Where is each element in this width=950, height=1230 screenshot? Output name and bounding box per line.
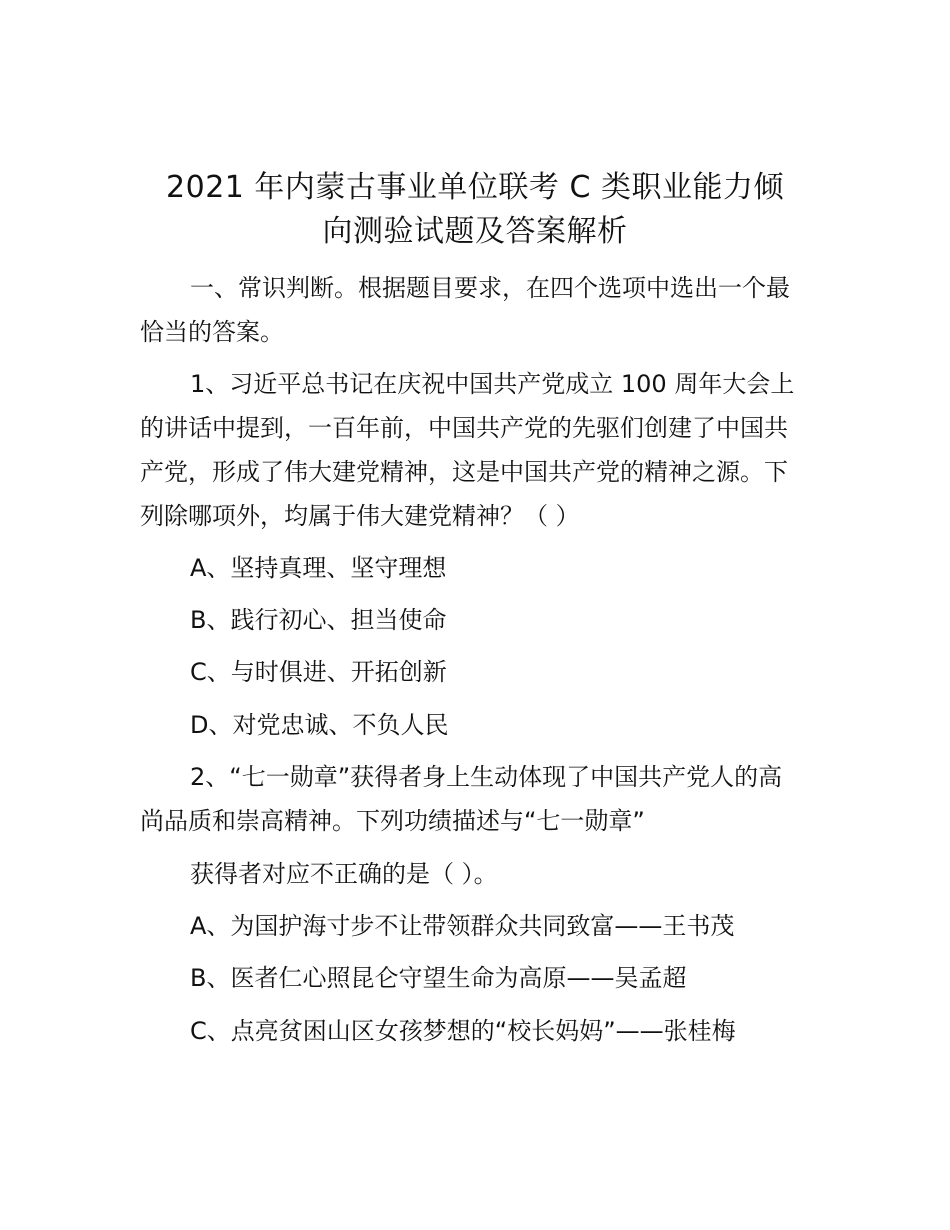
question-1-line-3: 产党，形成了伟大建党精神，这是中国共产党的精神之源。下 <box>140 458 788 486</box>
document-title-line-1: 2021 年内蒙古事业单位联考 C 类职业能力倾 <box>166 170 784 205</box>
section-heading-line-1: 一、常识判断。根据题目要求，在四个选项中选出一个最 <box>190 274 790 302</box>
question-1-option-d: D、对党忠诚、不负人民 <box>190 711 449 739</box>
question-1-option-b: B、践行初心、担当使命 <box>190 606 447 634</box>
question-2-option-a: A、为国护海寸步不让带领群众共同致富——王书茂 <box>190 912 735 940</box>
question-2-line-1: 2、“七一勋章”获得者身上生动体现了中国共产党人的高 <box>190 763 783 791</box>
question-2-line-2: 尚品质和崇高精神。下列功绩描述与“七一勋章” <box>140 807 645 835</box>
question-2-line-3: 获得者对应不正确的是（ ）。 <box>190 860 498 888</box>
question-1-line-2: 的讲话中提到，一百年前，中国共产党的先驱们创建了中国共 <box>140 414 788 442</box>
question-2-option-c: C、点亮贫困山区女孩梦想的“校长妈妈”——张桂梅 <box>190 1017 736 1045</box>
question-1-option-a: A、坚持真理、坚守理想 <box>190 554 447 582</box>
question-1-line-1: 1、习近平总书记在庆祝中国共产党成立 100 周年大会上 <box>190 370 795 398</box>
question-1-option-c: C、与时俱进、开拓创新 <box>190 658 447 686</box>
document-title-line-2: 向测验试题及答案解析 <box>322 214 628 249</box>
question-2-option-b: B、医者仁心照昆仑守望生命为高原——吴孟超 <box>190 964 687 992</box>
question-1-line-4: 列除哪项外，均属于伟大建党精神？（ ） <box>140 502 580 530</box>
section-heading-line-2: 恰当的答案。 <box>140 318 284 346</box>
